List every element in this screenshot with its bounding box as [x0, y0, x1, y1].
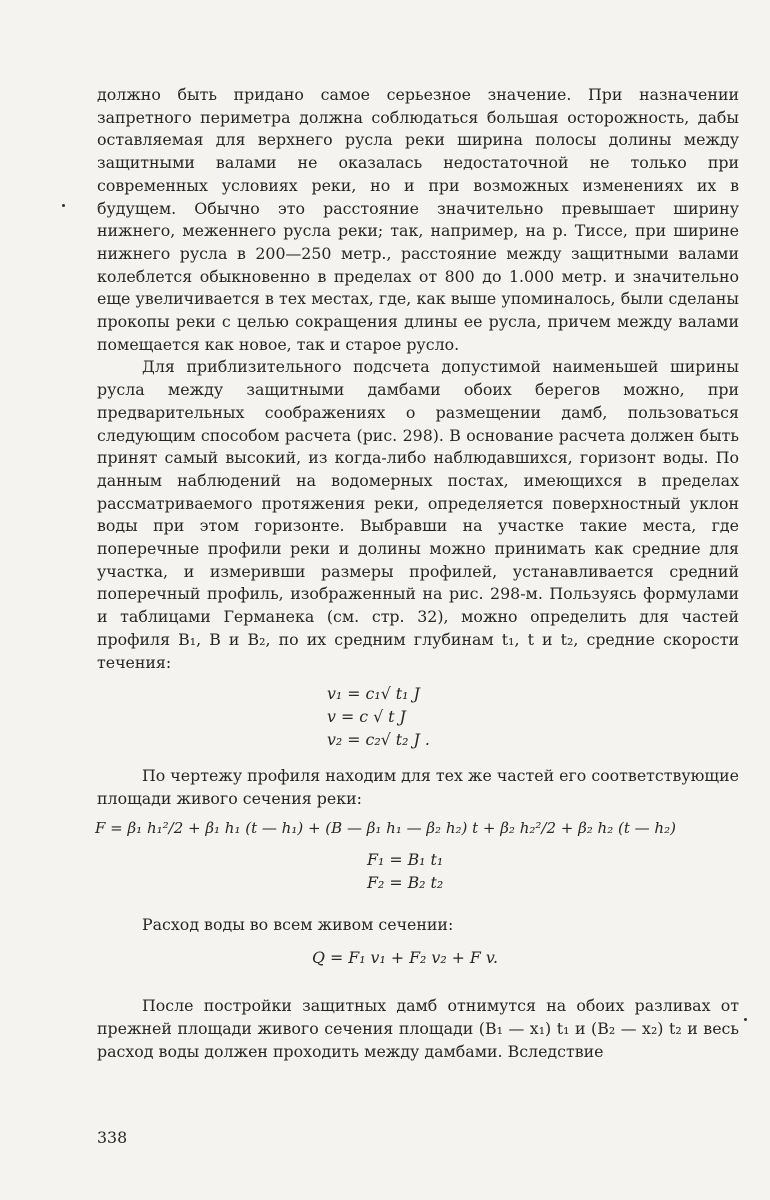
equation-discharge: Q = F₁ v₁ + F₂ v₂ + F v. [312, 948, 498, 968]
speck [744, 1018, 747, 1021]
equation-area: F = β₁ h₁²/2 + β₁ h₁ (t — h₁) + (B — β₁ h₁ — β₂ h₂) t + β₂ h₂²/2 + β₂ h₂ (t — h₂) [95, 818, 676, 837]
equation-v1: v₁ = c₁√ t₁ J [327, 684, 420, 704]
page-body [97, 84, 739, 1064]
paragraph-1: должно быть придано самое серьезное значение. При назначении запретного периметра должна соблюдаться большая осторожность, дабы оставляемая для верхнего русла реки ширина полосы долины между защитными валами не оказалась недостаточной не только при современных условиях реки, но и при возможных изменениях их в будущем. Обычно это расстояние значительно превышает ширину нижнего, меженнего русла реки; так, например, на р. Тиссе, при ширине нижнего русла в 200—250 метр., расстояние между защитными валами колеблется обыкновенно в пределах от 800 до 1.000 метр. и значительно еще увеличивается в тех местах, где, как выше упоминалось, были сделаны прокопы реки с целью сокращения длины ее русла, причем между валами помещается как новое, так и старое русло. [97, 85, 739, 354]
paragraph-3: По чертежу профиля находим для тех же частей его соответствующие площади живого сечения реки: [97, 766, 739, 808]
speck [62, 204, 65, 207]
page-number: 338 [97, 1128, 128, 1147]
equation-f2: F₂ = B₂ t₂ [367, 872, 444, 892]
paragraph-5: После постройки защитных дамб отнимутся на обоих разливах от прежней площади живого сечения площади (B₁ — x₁) t₁ и (B₂ — x₂) t₂ и весь расход воды должен проходить между дамбами. Вследствие [97, 996, 739, 1061]
velocity-equations [257, 682, 739, 751]
area-equations [367, 848, 739, 894]
paragraph-4: Расход воды во всем живом сечении: [142, 914, 454, 934]
equation-v: v = c √ t J [327, 707, 406, 727]
equation-f1: F₁ = B₁ t₁ [367, 849, 444, 869]
equation-v2: v₂ = c₂√ t₂ J . [327, 730, 430, 750]
paragraph-2: Для приблизительного подсчета допустимой наименьшей ширины русла между защитными дамбами обоих берегов можно, при предварительных соображениях о размещении дамб, пользоваться следующим способом расчета (рис. 298). В основание расчета должен быть принят самый высокий, из когда-либо наблюдавшихся, горизонт воды. По данным наблюдений на водомерных постах, имеющихся в пределах рассматриваемого протяжения реки, определяется поверхностный уклон воды при этом горизонте. Выбравши на участке такие места, где поперечные профили реки и долины можно принимать как средние для участка, и измеривши размеры профилей, устанавливается средний поперечный профиль, изображенный на рис. 298-м. Пользуясь формулами и таблицами Германека (см. стр. 32), можно определить для частей профиля B₁, B и B₂, по их средним глубинам t₁, t и t₂, средние скорости течения: [97, 357, 739, 672]
